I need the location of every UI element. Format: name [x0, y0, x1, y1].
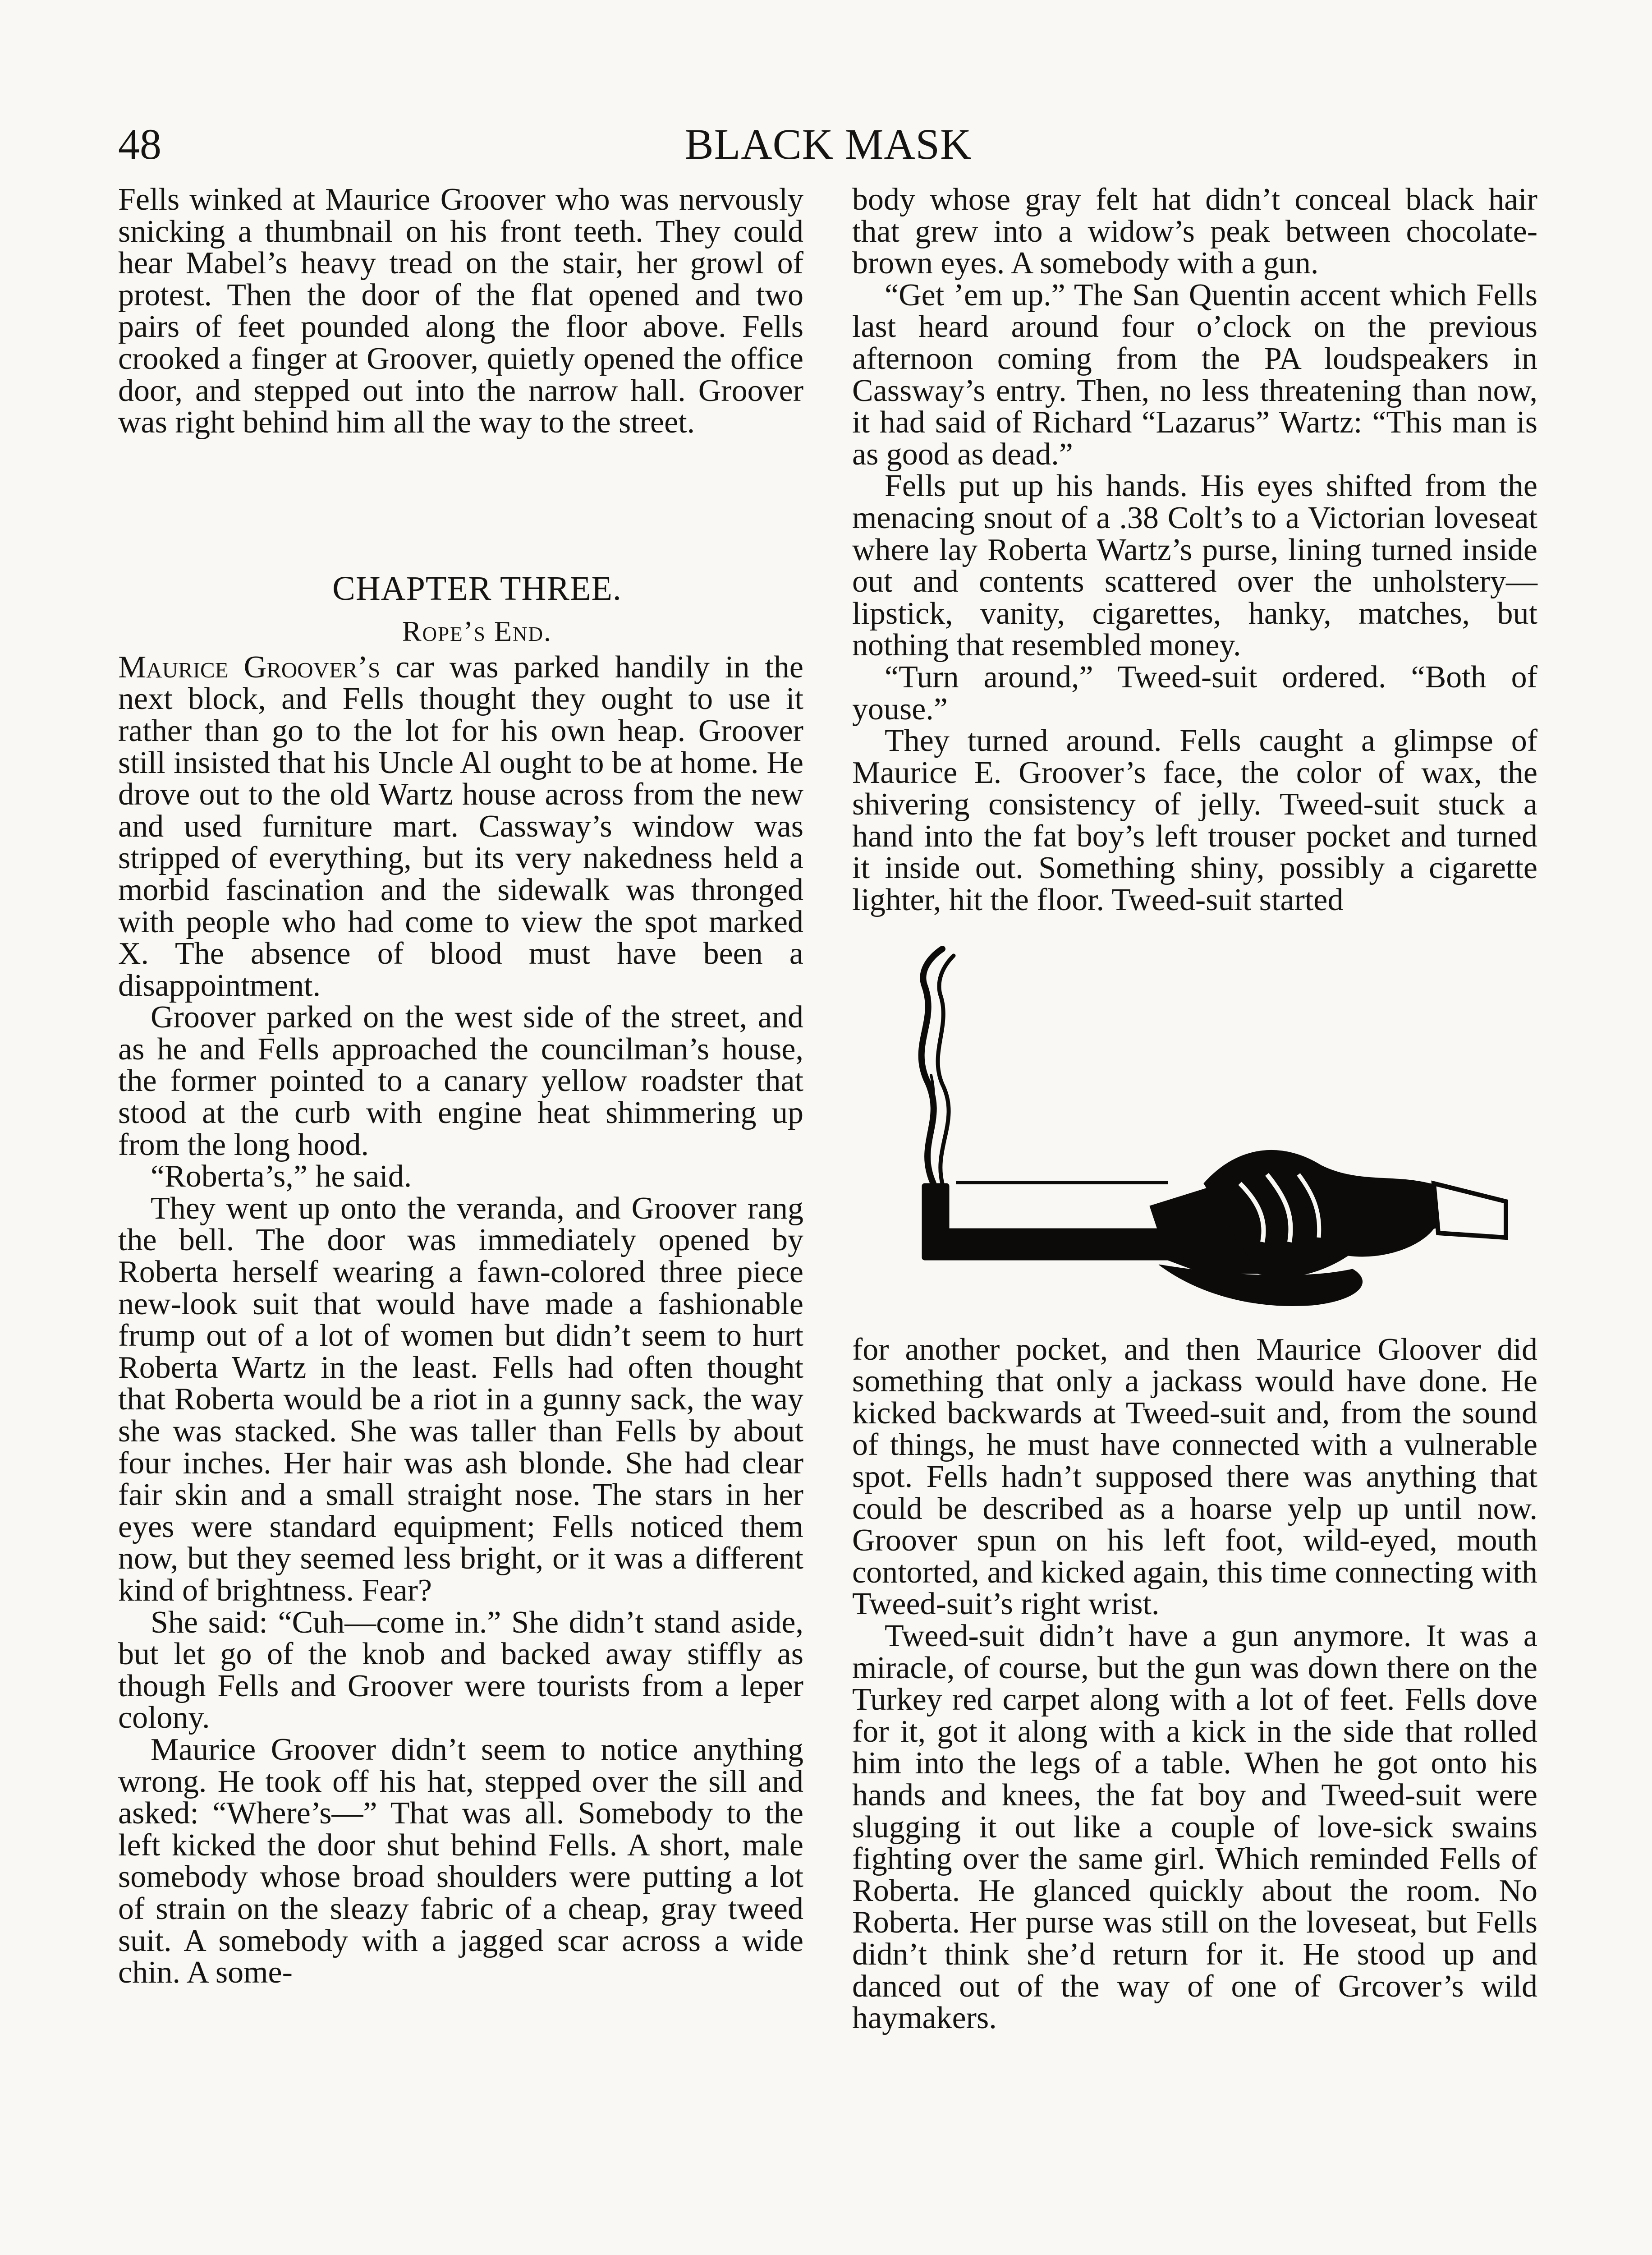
paragraph: Groover parked on the west side of the street, and as he and Fells approached the councilman’s house, the former pointed to a canary yellow roadster that stood at the curb with engine heat shimmering up from the long hood. — [118, 1000, 803, 1162]
paragraph: “Get ’em up.” The San Quentin accent which Fells last heard around four o’clock on the previous afternoon coming from the PA loudspeakers in Cassway’s entry. Then, no less threatening than now, it had said of Richard “Lazarus” Wartz: “This man is as good as dead.” — [852, 277, 1537, 472]
chapter-spacer — [118, 439, 803, 566]
smoking-hand-with-gun-icon — [879, 931, 1510, 1319]
paragraph: Fells winked at Maurice Groover who was nervously snicking a thumbnail on his front teeth. They could hear Mabel’s heavy tread on the stair, her growl of protest. Then the door of the flat opened and two pairs of feet pounded along the floor above. Fells crooked a finger at Groover, quietly opened the office door, and stepped out into the narrow hall. Groover was right behind him all the way to the street. — [118, 182, 803, 440]
right-column — [852, 184, 1537, 2034]
barrel — [924, 1229, 1177, 1260]
smoke-wisp — [938, 956, 954, 1183]
paragraph: “Roberta’s,” he said. — [151, 1159, 412, 1194]
chapter-title: CHAPTER THREE. — [332, 569, 622, 607]
paragraph: She said: “Cuh—come in.” She didn’t stand aside, but let go of the knob and backed away stiffly as though Fells and Groover were tourists from a leper colony. — [118, 1605, 803, 1735]
paragraph: Fells put up his hands. His eyes shifted from the menacing snout of a .38 Colt’s to a Victorian loveseat where lay Roberta Wartz’s purse, lining turned inside out and contents scattered over the unholstery—lipstick, vanity, cigarettes, hanky, matches, but nothing that resembled money. — [852, 469, 1537, 663]
page-number: 48 — [118, 120, 161, 168]
chapter-subtitle: Rope’s End. — [402, 615, 552, 647]
illustration — [852, 926, 1537, 1323]
paragraph: Maurice Groover didn’t seem to notice anything wrong. He took off his hat, stepped over the sill and asked: “Where’s—” That was all. Somebody to the left kicked the door shut behind Fells. A short, male somebody whose broad shoulders were putting a lot of strain on the sleazy fabric of a cheap, gray tweed suit. A somebody with a jagged scar across a wide chin. A some- — [118, 1732, 803, 1990]
paragraph: “Turn around,” Tweed-suit ordered. “Both of youse.” — [852, 659, 1537, 727]
paragraph-text: car was parked handily in the next block, and Fells thought they ought to use it rather than go to the lot for his own heap. Groover still insisted that his Uncle Al ought to be at home. He drove out to the old Wartz house across from the new and used furniture mart. Cassway’s window was stripped of everything, but its very nakedness held a morbid fascination and the sidewalk was thronged with people who had come to view the spot marked X. The absence of blood must have been a disappointment. — [118, 649, 803, 1003]
lead-in-smallcaps: Maurice Groover’s — [118, 649, 381, 685]
paragraph: They went up onto the veranda, and Groover rang the bell. The door was immediately opened by Roberta herself wearing a fawn-colored three piece new-look suit that would have made a fashionable frump out of a lot of women but didn’t seem to hurt Roberta Wartz in the least. Fells had often thought that Roberta would be a riot in a gunny sack, the way she was stacked. She was taller than Fells by about four inches. Her hair was ash blonde. She had clear fair skin and a small straight nose. The stars in her eyes were standard equipment; Fells noticed them now, but they seemed less bright, or it was a different kind of brightness. Fear? — [118, 1191, 803, 1608]
paragraph: body whose gray felt hat didn’t conceal black hair that grew into a widow’s peak between chocolate-brown eyes. A somebody with a gun. — [852, 182, 1537, 281]
page-header — [118, 113, 1538, 176]
sleeve-cuff — [1434, 1183, 1506, 1238]
paragraph — [118, 649, 803, 1003]
paragraph: They turned around. Fells caught a glimpse of Maurice E. Groover’s face, the color of wax, the shivering consistency of jelly. Tweed-suit stuck a hand into the fat boy’s left trouser pocket and turned it inside out. Something shiny, possibly a cigarette lighter, hit the floor. Tweed-suit started — [852, 723, 1537, 918]
paragraph: Tweed-suit didn’t have a gun anymore. It was a miracle, of course, but the gun was down there on the Turkey red carpet along with a lot of feet. Fells dove for it, got it along with a kick in the side that rolled him into the legs of a table. When he got onto his hands and knees, the fat boy and Tweed-suit were slugging it out like a couple of love-sick swains fighting over the same girl. Which reminded Fells of Roberta. He glanced quickly about the room. No Roberta. Her purse was still on the loveseat, but Fells didn’t think she’d return for it. He stood up and danced out of the way of one of Grcover’s wild haymakers. — [852, 1619, 1537, 2036]
running-title: BLACK MASK — [684, 120, 972, 168]
paragraph: for another pocket, and then Maurice Gloover did something that only a jackass would have done. He kicked backwards at Tweed-suit and, from the sound of things, he must have connected with a vulnerable spot. Fells hadn’t supposed there was anything that could be described as a hoarse yelp up until now. Groover spun on his left foot, wild-eyed, mouth contorted, and kicked again, this time connecting with Tweed-suit’s right wrist. — [852, 1332, 1537, 1622]
left-column — [118, 184, 803, 1989]
